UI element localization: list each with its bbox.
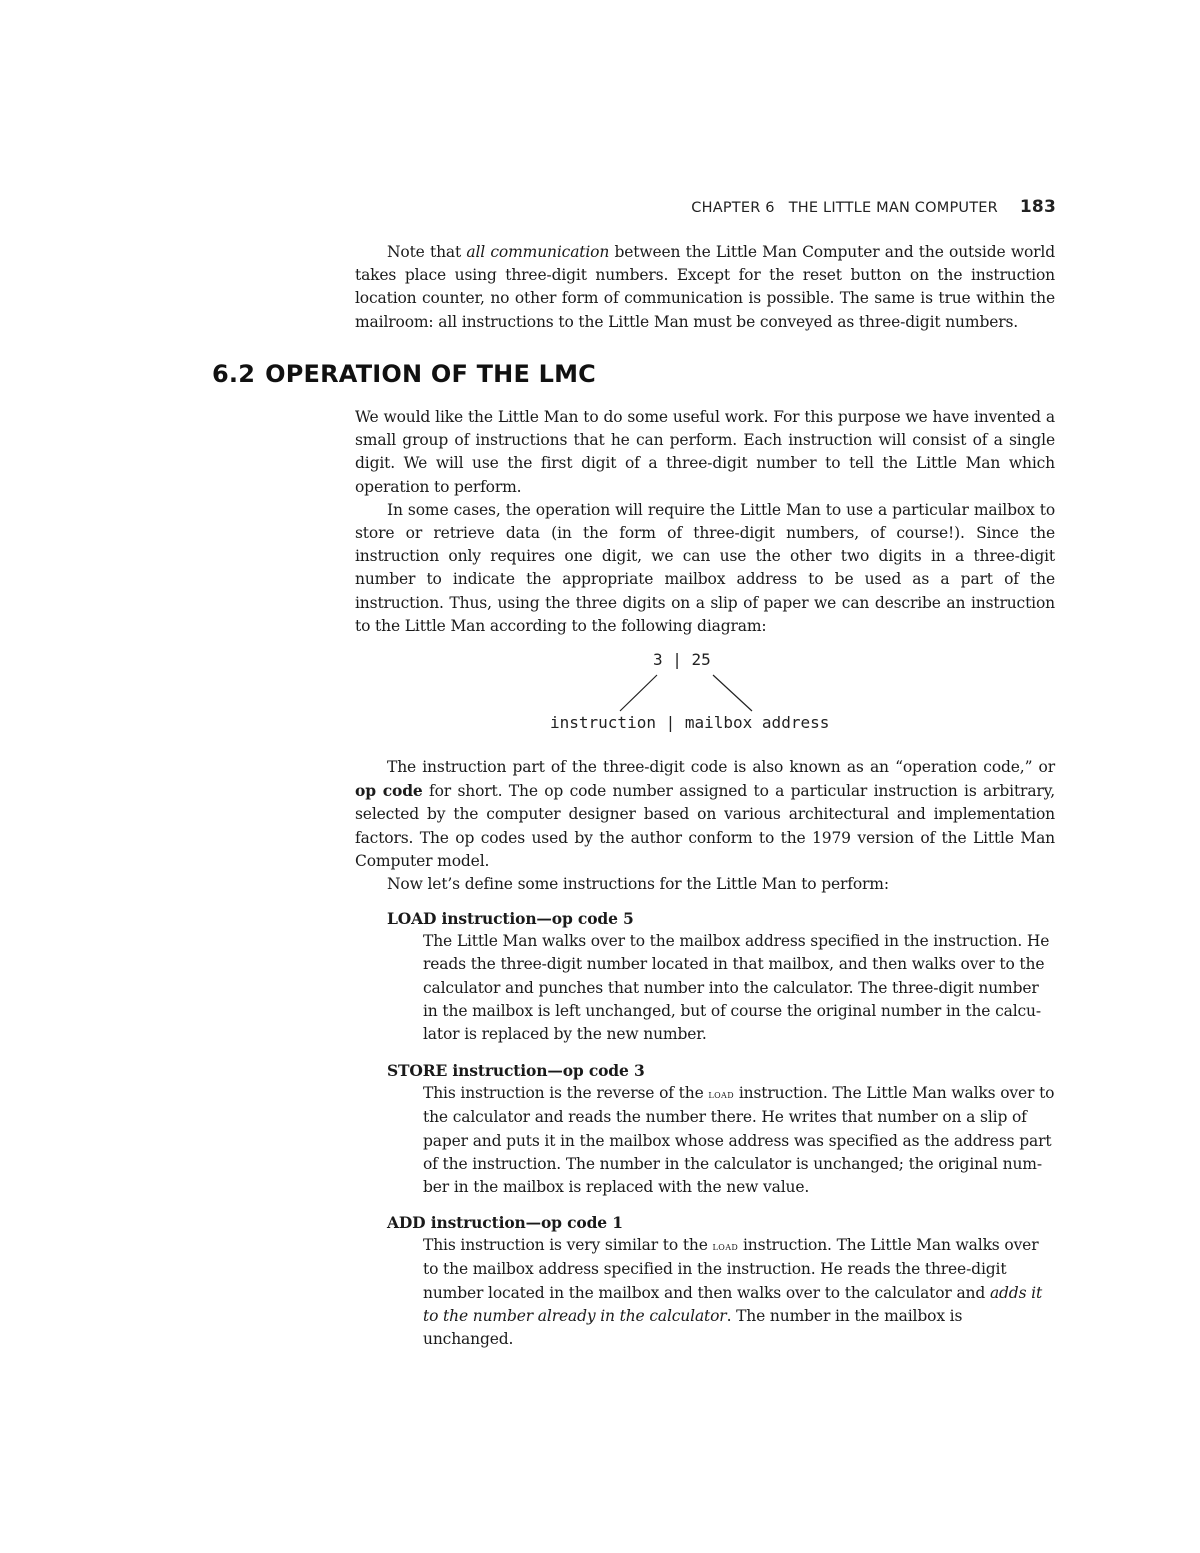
store-heading: STORE instruction—op code 3 (387, 1061, 645, 1080)
store-text-end: instruction. The Little Man walks over to the calculator and reads the number there. He writes that number on a slip of paper and puts it in the mailbox whose address was specified as the address part of the instruction. The number in the calculator is unchanged; the original num-ber in the mailbox is replaced with the new value. (423, 1084, 1055, 1197)
paragraph-mailbox-address: In some cases, the operation will require the Little Man to use a particular mailbox to store or retrieve data (in the form of three-digit numbers, of course!). Since the instruction only requires one digit, we can use the other two digits in a three-digit number to indicate the appropriate mailbox address to be used as a part of the instruction. Thus, using the three digits on a slip of paper we can describe an instruction to the Little Man according to the following diagram: (355, 500, 1055, 635)
store-body (423, 1082, 1055, 1199)
add-body (423, 1234, 1055, 1351)
diagram-code-label: 3 | 25 (653, 650, 711, 669)
store-text-start: This instruction is the reverse of the (423, 1084, 709, 1103)
running-head (690, 197, 1056, 217)
intro-text-start: Note that (387, 243, 467, 261)
add-text-mid: instruction. The Little Man walks over to the mailbox address specified in the instruction. He reads the three-digit number located in the mailbox and then walks over to the calculator and (423, 1236, 1039, 1302)
op-code-term: op code (355, 781, 423, 801)
load-instruction (387, 907, 1055, 1046)
intro-text-end: between the Little Man Computer and the outside world takes place using three-digit numbers. Except for the reset button on the instruction location counter, no other form of communication is possible. The same is true within the mailroom: all instructions to the Little Man must be conveyed as three-digit numbers. (355, 243, 1055, 331)
chapter-label: CHAPTER 6 (691, 200, 775, 216)
intro-emphasis: all communication (466, 243, 610, 261)
diagram-fields-label: instruction | mailbox address (550, 713, 830, 732)
intro-paragraph (355, 241, 1055, 334)
add-emphasis: adds it to the number already in the calculator (423, 1283, 1043, 1325)
add-load-ref: load (712, 1239, 739, 1254)
section-heading (212, 360, 596, 388)
add-text-start: This instruction is very similar to the (423, 1236, 713, 1255)
store-load-ref: load (708, 1087, 735, 1102)
diagram-line-instruction (620, 675, 657, 711)
load-heading: LOAD instruction—op code 5 (387, 909, 634, 928)
section-body (355, 406, 1055, 638)
diagram-line-address (713, 675, 752, 711)
instruction-format-diagram (540, 648, 880, 743)
section-number: 6.2 (212, 360, 256, 388)
load-body: The Little Man walks over to the mailbox address specified in the instruction. He reads the three-digit number located in that mailbox, and then walks over to the calculator and punches that number into the calculator. The three-digit number in the mailbox is left unchanged, but of course the original number in the calcu-lator is replaced by the new number. (423, 932, 1050, 1044)
section-title: OPERATION OF THE LMC (265, 360, 596, 388)
paragraph-define-instructions: Now let’s define some instructions for the Little Man to perform: (387, 875, 889, 893)
instructions-lead (355, 873, 1055, 896)
opcode-explanation (355, 756, 1055, 873)
add-heading: ADD instruction—op code 1 (387, 1213, 623, 1232)
op-code-text-end: for short. The op code number assigned to a particular instruction is arbitrary, selected by the computer designer based on various architectural and implementation factors. The op codes used by the author conform to the 1979 version of the Little Man Computer model. (355, 782, 1055, 870)
paragraph-op-code (355, 756, 1055, 873)
store-instruction (387, 1059, 1055, 1199)
op-code-text-start: The instruction part of the three-digit code is also known as an “operation code,” or (387, 758, 1055, 776)
page-number: 183 (1019, 197, 1056, 217)
chapter-title: THE LITTLE MAN COMPUTER (788, 200, 998, 216)
add-text-end: . The number in the mailbox is unchanged. (423, 1306, 963, 1349)
paragraph-instructions-intro: We would like the Little Man to do some useful work. For this purpose we have invented a small group of instructions that he can perform. Each instruction will consist of a single digit. We will use the first digit of a three-digit number to tell the Little Man which operation to perform. (355, 408, 1055, 496)
add-instruction (387, 1211, 1055, 1351)
